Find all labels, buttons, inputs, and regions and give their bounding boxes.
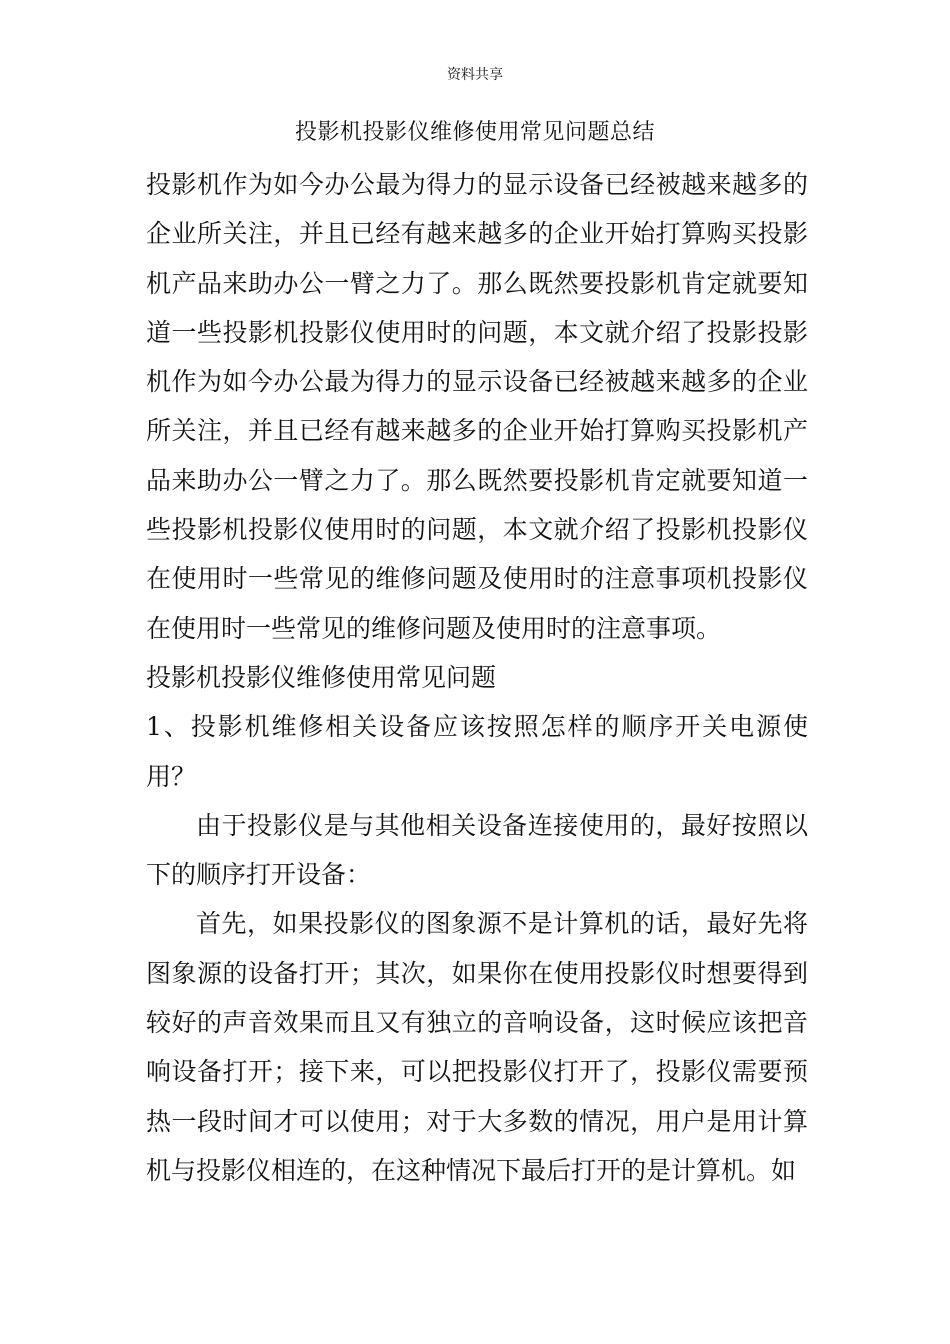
section-heading: 投影机投影仪维修使用常见问题 [146, 662, 497, 692]
question-heading: 1、投影机维修相关设备应该按照怎样的顺序开关电源使用？ [146, 712, 808, 791]
intro-paragraph: 投影机作为如今办公最为得力的显示设备已经被越来越多的企业所关注，并且已经有越来越多的企业开始打算购买投影机产品来助办公一臂之力了。那么既然要投影机肯定就要知道一些投影机投影仪使用时的问题，本文就介绍了投影投影机作为如今办公最为得力的显示设备已经被越来越多的企业所关注，并且已经有越来越多的企业开始打算购买投影机产品来助办公一臂之力了。那么既然要投影机肯定就要知道一些投影机投影仪使用时的问题，本文就介绍了投影机投影仪在使用时一些常见的维修问题及使用时的注意事项机投影仪在使用时一些常见的维修问题及使用时的注意事项。 [146, 170, 808, 643]
answer-paragraph-1: 由于投影仪是与其他相关设备连接使用的，最好按照以下的顺序打开设备： [146, 810, 808, 890]
page-header: 资料共享 [447, 67, 503, 83]
document-title: 投影机投影仪维修使用常见问题总结 [294, 120, 655, 145]
answer-paragraph-2: 首先，如果投影仪的图象源不是计算机的话，最好先将图象源的设备打开；其次，如果你在使用投影仪时想要得到较好的声音效果而且又有独立的音响设备，这时候应该把音响设备打开；接下来，可以把投影仪打开了，投影仪需要预热一段时间才可以使用；对于大多数的情况，用户是用计算机与投影仪相连的，在这种情况下最后打开的是计算机。如 [146, 909, 808, 1185]
document-body [146, 160, 808, 1195]
